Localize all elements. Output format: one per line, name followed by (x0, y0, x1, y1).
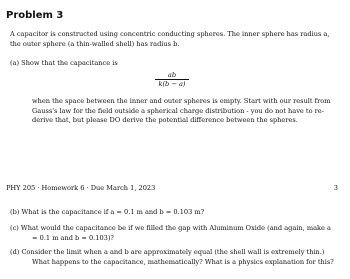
formula-denominator: k(b − a) (158, 80, 186, 88)
page-number: 3 (333, 184, 338, 192)
part-a-label: (a) Show that the capacitance is (10, 59, 118, 67)
part-c-text: (c) What would the capacitance be if we filled the gap with Aluminum Oxide (and again, make a = 0.1 m and b = 0.103)? (10, 224, 331, 242)
part-a-continuation: when the space between the inner and outer spheres is empty. Start with our result from Gauss's law for the field outside a spherical charge distribution - you do not have to re-derive that, but please DO derive the potential difference between the spheres. (32, 97, 331, 124)
footer-course-info: PHY 205 · Homework 6 · Due March 1, 2023 (6, 184, 156, 192)
problem-intro: A capacitor is constructed using concentric conducting spheres. The inner sphere has radius a, the outer sphere (a thin-walled shell) has radius b. (10, 30, 330, 48)
part-d (10, 248, 338, 267)
part-b-text: (b) What is the capacitance if a = 0.1 m and b = 0.103 m? (10, 208, 205, 216)
part-b (10, 208, 338, 218)
problem-title: Problem 3 (6, 10, 64, 21)
part-d-text: (d) Consider the limit when a and b are approximately equal (the shell wall is extremely thin.) What happens to the capacitance, mathematically? What is a physics explanation for this? (10, 248, 334, 266)
formula-numerator: ab (167, 71, 177, 79)
part-c (10, 224, 338, 243)
capacitance-formula (150, 71, 194, 89)
